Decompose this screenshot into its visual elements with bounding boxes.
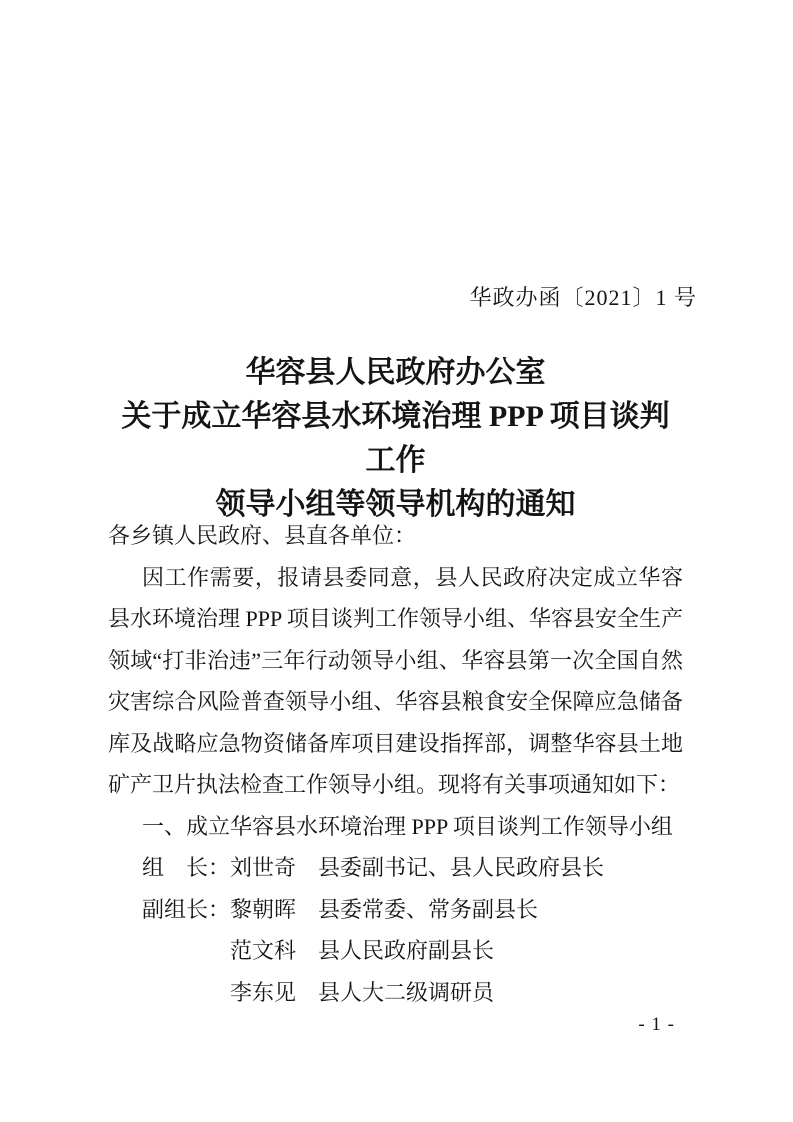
member-position: 县人民政府副县长 [318, 938, 495, 963]
document-title-line-3: 领导小组等领导机构的通知 [215, 488, 576, 521]
member-row-deputy-1 [108, 889, 683, 931]
member-name: 范文科 [230, 938, 297, 963]
member-name: 李东见 [230, 979, 297, 1005]
member-position: 县委副书记、县人民政府县长 [318, 855, 605, 880]
document-title-line-2: 关于成立华容县水环境治理 PPP 项目谈判工作 [121, 400, 670, 477]
document-body [108, 515, 683, 1013]
document-reference-number: 华政办函〔2021〕1 号 [469, 285, 697, 310]
section-1-heading: 一、成立华容县水环境治理 PPP 项目谈判工作领导小组 [142, 813, 673, 839]
salutation-line: 各乡镇人民政府、县直各单位： [108, 523, 417, 548]
member-position: 县委常委、常务副县长 [318, 896, 539, 922]
document-title-line-1: 华容县人民政府办公室 [245, 356, 546, 389]
body-paragraph: 因工作需要，报请县委同意，县人民政府决定成立华容县水环境治理 PPP 项目谈判工作领导小组、华容县安全生产领域“打非治违”三年行动领导小组、华容县第一次全国自然灾害综合风险普查领导小组、华容县粮食安全保障应急储备库及战略应急物资储备库项目建设指挥部，调整华容县土地矿产卫片执法检查工作领导小组。现将有关事项通知如下： [108, 564, 683, 797]
member-role-label [142, 938, 230, 963]
document-title [108, 351, 683, 527]
member-role-label: 组 长： [142, 855, 231, 880]
member-role-label [142, 980, 230, 1005]
member-role-label: 副组长： [142, 896, 231, 922]
member-row-deputy-3 [108, 972, 683, 1014]
member-row-deputy-2 [108, 930, 683, 972]
page-number: - 1 - [638, 1014, 675, 1035]
member-name: 黎朝晖 [230, 896, 297, 922]
member-row-leader [108, 847, 683, 889]
member-position: 县人大二级调研员 [318, 979, 495, 1005]
member-name: 刘世奇 [230, 855, 297, 880]
